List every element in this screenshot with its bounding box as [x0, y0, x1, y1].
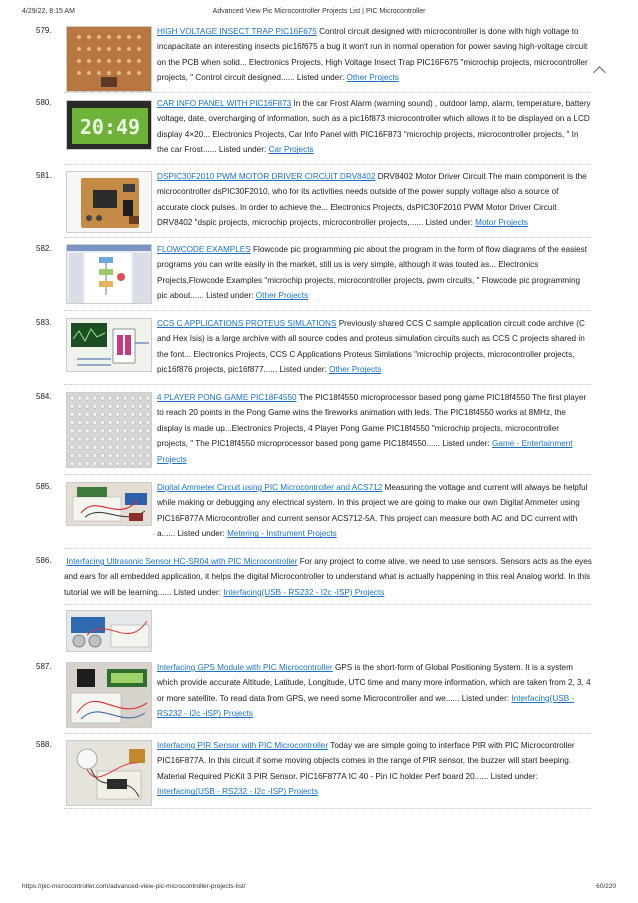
- item-description: Measuring the voltage and current will always be helpful while making or debugging any electrical system. In this project we are going to make our own Digital Ammeter using PIC16F877A Microcontroller and current sensor ACS712-5A. This project can measure both AC and DC current with a......: [157, 483, 588, 539]
- led-dot: [77, 404, 81, 408]
- led-dot: [131, 445, 135, 449]
- led-dot: [93, 404, 97, 408]
- led-dot: [146, 429, 150, 433]
- item-description: Today we are simple going to interface PIR with PIC Microcontroller PIC16F877A. In this circuit if some moving objects comes in the range of PIR sensor, the buzzer will start beeping. Material Required PicKit 3 PIR Sensor. PIC16F877A IC 40 - Pin IC holder Perf board 20......: [157, 741, 575, 781]
- led-dot: [85, 437, 89, 441]
- led-dot: [131, 429, 135, 433]
- item-text: [157, 316, 592, 378]
- led-dot: [100, 437, 104, 441]
- item-description: Previously shared CCS C sample application circuit code archive (C and Hex Isis) is a large archive with all source codes and proteus simulation circuits such as CCS C projects shared in the font... Electronics Projects, CCS C Applications Proteus Simlations "microchip projects, microcontroller projects, pic16f876 projects, pic16f877......: [157, 319, 585, 375]
- led-dot: [115, 404, 119, 408]
- led-dot: [123, 437, 127, 441]
- led-dot: [131, 396, 135, 400]
- divider: [64, 548, 592, 549]
- led-dot: [100, 404, 104, 408]
- item-description: Flowcode pic programming pic about the program in the form of flow diagrams of the easiest programs you can write easily in the market, still us is very simple, although it was touted as... Electronics Projects,Flowcode Examples "microchip projects, microcontroller projects, pwm circuits, " Flowcode pic programming pic about......: [157, 245, 588, 301]
- divider: [64, 310, 592, 311]
- led-dot: [138, 396, 142, 400]
- listed-under-label: Listed under:: [296, 73, 345, 83]
- led-dot: [138, 453, 142, 457]
- header-title: Advanced View Pic Microcontroller Projects List | PIC Microcontroller: [212, 8, 426, 15]
- footer-url: https://pic-microcontroller.com/advanced-view-pic-microcontroller-projects-list/: [22, 883, 246, 890]
- led-dot: [146, 420, 150, 424]
- listed-under-label: Listed under:: [461, 693, 510, 703]
- category-link[interactable]: Other Projects: [255, 291, 309, 301]
- thumbnail-image[interactable]: [66, 26, 152, 92]
- led-dot: [123, 404, 127, 408]
- led-dot: [77, 420, 81, 424]
- category-link[interactable]: Other Projects: [346, 73, 399, 83]
- item-text: [157, 242, 592, 304]
- led-dot: [108, 437, 112, 441]
- led-dot: [115, 445, 119, 449]
- item-description: GPS is the short-form of Global Positioning System. It is a system which provide accurate Altitude, Latitude, Longitude, UTC time and many more information, which are taken from 2, 3, 4 or more satellite. To read data from GPS, we need some Microcontroller and we......: [157, 663, 591, 703]
- item-title-link[interactable]: 4 PLAYER PONG GAME PIC18F4550: [157, 393, 297, 402]
- item-description: In the car Frost Alarm (warning sound) , outdoor lamp, alarm, temperature, battery voltage, date, overcharging of information, such as a pic16f873 microcontroller which allows it to be displayed on a LCD display 4×20... Electronics Projects, Car Info Panel with PIC16F873 "microchip projects, microcontroller projects, " In the car Frost......: [157, 99, 591, 155]
- led-dot: [146, 412, 150, 416]
- led-dot: [108, 412, 112, 416]
- lcd-readout: 20:49: [79, 115, 141, 139]
- led-dot: [131, 437, 135, 441]
- thumbnail-image[interactable]: [66, 610, 152, 652]
- listed-under-label: Listed under:: [218, 145, 267, 155]
- led-dot: [108, 461, 112, 465]
- listed-under-label: Listed under:: [206, 291, 254, 301]
- item-description: DRV8402 Motor Driver Circuit The main component is the microcontroller dsPIC30F2010, who for its activities needs outside of the power supply voltage also a source of accurate clock pulses. In order to achieve the... Electronics Projects, dsPIC30F2010 PWM Motor Driver Circuit DRV8402 "dspic projects, microchip projects, microcontroller projects,......: [157, 172, 587, 228]
- listed-under-label: Listed under:: [490, 771, 538, 781]
- led-dot: [123, 420, 127, 424]
- led-dot: [146, 404, 150, 408]
- led-dot: [131, 461, 135, 465]
- item-number: 586.: [36, 556, 52, 565]
- item-text: [157, 738, 592, 800]
- led-dot: [70, 453, 74, 457]
- led-dot: [85, 461, 89, 465]
- led-dot: [77, 445, 81, 449]
- led-dot: [93, 453, 97, 457]
- led-dot: [70, 429, 74, 433]
- item-description: The PIC18f4550 microprocessor based pong game PIC18f4550 The first player to reach 20 points in the Pong Game wins the fireworks animation with leds. The PIC18f4550 works at 8MHz, the display is made up...Electronics Projects, 4 Player Pong Game PIC18f4550 "microchip projects, microcontroller projects, " The PIC18f4550 microprocessor based pong game PIC18f4550......: [157, 393, 587, 449]
- led-dot: [123, 461, 127, 465]
- led-dot: [123, 412, 127, 416]
- led-dot: [115, 412, 119, 416]
- led-dot: [138, 437, 142, 441]
- led-dot: [123, 445, 127, 449]
- item-text: [157, 169, 592, 231]
- led-dot: [138, 420, 142, 424]
- item-text: [157, 480, 592, 542]
- category-link[interactable]: Other Projects: [329, 365, 382, 375]
- item-title-link[interactable]: CCS C APPLICATIONS PROTEUS SIMLATIONS: [157, 319, 337, 328]
- item-description: For any project to come alive, we need to use sensors. Sensors acts as the eyes and ears for all embedded application, it helps the digital Microcontroller to understand what is actually happening in this real Analog world. In this tutorial we will be learning......: [64, 557, 592, 597]
- item-title-link[interactable]: Digital Ammeter Circuit using PIC Microcontroller and ACS712: [157, 483, 383, 492]
- item-number: 580.: [36, 98, 52, 107]
- listed-under-label: Listed under:: [442, 439, 490, 449]
- led-dot: [70, 461, 74, 465]
- led-dot: [123, 453, 127, 457]
- led-dot: [146, 453, 150, 457]
- led-dot: [138, 429, 142, 433]
- led-dot: [85, 453, 89, 457]
- led-dot: [131, 420, 135, 424]
- divider: [64, 384, 592, 385]
- led-dot: [70, 396, 74, 400]
- led-dot: [131, 404, 135, 408]
- item-number: 587.: [36, 662, 52, 671]
- led-dot: [85, 429, 89, 433]
- led-dot: [108, 429, 112, 433]
- led-dot: [70, 437, 74, 441]
- item-number: 581.: [36, 171, 52, 180]
- divider: [64, 604, 592, 605]
- led-dot: [108, 404, 112, 408]
- item-description: Control circuit designed with microcontroller is done with high voltage to incapacitate an interesting insects pic16f675 a bug it won't run in normal operation for power saving high-voltage circuit on the PCB when solid... Electronics Projects, High Voltage Insect Trap PIC16F675 "microchip projects, microcontroller projects, " Control circuit designed......: [157, 27, 588, 83]
- item-text: [157, 390, 592, 467]
- item-title-link[interactable]: Interfacing GPS Module with PIC Microcontroller: [157, 663, 333, 672]
- category-link[interactable]: Game - Entertainment Projects: [157, 439, 573, 464]
- led-dot: [100, 396, 104, 400]
- led-dot: [108, 445, 112, 449]
- led-dot: [93, 445, 97, 449]
- led-dot: [70, 420, 74, 424]
- thumbnail-image[interactable]: [66, 482, 152, 526]
- category-link[interactable]: Motor Projects: [475, 218, 528, 228]
- led-dot: [138, 404, 142, 408]
- led-dot: [115, 437, 119, 441]
- item-title-link[interactable]: HIGH VOLTAGE INSECT TRAP PIC16F675: [157, 27, 317, 36]
- led-dot: [85, 412, 89, 416]
- item-number: 585.: [36, 482, 52, 491]
- led-dot: [123, 396, 127, 400]
- footer-page-number: 60/220: [596, 883, 616, 890]
- led-dot: [77, 412, 81, 416]
- led-dot: [123, 429, 127, 433]
- thumbnail-image[interactable]: [66, 171, 152, 233]
- header-date: 4/29/22, 8:15 AM: [22, 8, 75, 15]
- led-dot: [100, 429, 104, 433]
- led-dot: [93, 412, 97, 416]
- item-text: [157, 24, 592, 86]
- item-title-link[interactable]: CAR INFO PANEL WITH PIC16F873: [157, 99, 292, 108]
- divider: [64, 474, 592, 475]
- item-text: [157, 660, 592, 722]
- thumbnail-image[interactable]: [66, 662, 152, 728]
- item-number: 582.: [36, 244, 52, 253]
- led-dot: [70, 445, 74, 449]
- item-number: 583.: [36, 318, 52, 327]
- item-text: [157, 96, 592, 158]
- category-link[interactable]: Metering - Instrument Projects: [227, 529, 337, 539]
- divider: [64, 164, 592, 165]
- listed-under-label: Listed under:: [279, 365, 327, 375]
- led-dot: [146, 445, 150, 449]
- listed-under-label: Listed under:: [425, 218, 473, 228]
- led-dot: [93, 461, 97, 465]
- led-dot: [100, 461, 104, 465]
- led-dot: [115, 429, 119, 433]
- led-dot: [138, 412, 142, 416]
- divider: [64, 733, 592, 734]
- led-dot: [100, 420, 104, 424]
- item-title-link[interactable]: Interfacing PIR Sensor with PIC Microcontroller: [157, 741, 329, 750]
- thumbnail-image[interactable]: [66, 100, 152, 150]
- led-dot: [100, 412, 104, 416]
- scroll-up-icon[interactable]: [593, 66, 606, 79]
- listed-under-label: Listed under:: [177, 529, 225, 539]
- led-dot: [93, 396, 97, 400]
- led-dot: [70, 412, 74, 416]
- item-text: [64, 554, 592, 600]
- led-dot: [77, 437, 81, 441]
- category-link[interactable]: Interfacing(USB - RS232 - I2c -ISP) Projects: [157, 693, 575, 719]
- led-dot: [77, 396, 81, 400]
- led-dot: [100, 445, 104, 449]
- led-dot: [77, 429, 81, 433]
- thumbnail-image[interactable]: [66, 740, 152, 806]
- led-dot: [131, 453, 135, 457]
- thumbnail-image[interactable]: [66, 318, 152, 372]
- item-title-link[interactable]: DSPIC30F2010 PWM MOTOR DRIVER CIRCUIT DRV8402: [157, 172, 376, 181]
- led-dot: [85, 445, 89, 449]
- led-dot: [70, 404, 74, 408]
- item-title-link[interactable]: FLOWCODE EXAMPLES: [157, 245, 251, 254]
- led-dot: [108, 396, 112, 400]
- led-dot: [77, 453, 81, 457]
- led-dot: [77, 461, 81, 465]
- led-dot: [108, 453, 112, 457]
- led-dot: [146, 396, 150, 400]
- led-dot: [138, 445, 142, 449]
- led-dot: [85, 396, 89, 400]
- divider: [64, 92, 592, 93]
- item-number: 584.: [36, 392, 52, 401]
- item-title-link[interactable]: Interfacing Ultrasonic Sensor HC-SR04 with PIC Microcontroller: [66, 557, 298, 566]
- led-dot: [93, 429, 97, 433]
- thumbnail-image[interactable]: [66, 244, 152, 304]
- category-link[interactable]: Interfacing(USB - RS232 - I2c -ISP) Projects: [157, 787, 319, 797]
- item-number: 588.: [36, 740, 52, 749]
- listed-under-label: Listed under:: [173, 587, 222, 597]
- led-dot: [115, 420, 119, 424]
- led-dot: [131, 412, 135, 416]
- divider: [64, 808, 592, 809]
- led-dot: [100, 453, 104, 457]
- item-number: 579.: [36, 26, 52, 35]
- led-dot: [146, 437, 150, 441]
- led-dot: [138, 461, 142, 465]
- led-dot: [115, 453, 119, 457]
- divider: [64, 237, 592, 238]
- led-dot: [115, 461, 119, 465]
- category-link[interactable]: Car Projects: [268, 145, 314, 155]
- category-link[interactable]: Interfacing(USB - RS232 - I2c -ISP) Projects: [223, 587, 385, 597]
- led-dot: [93, 437, 97, 441]
- led-dot: [93, 420, 97, 424]
- led-dot: [85, 404, 89, 408]
- led-dot: [85, 420, 89, 424]
- led-dot: [108, 420, 112, 424]
- led-dot: [115, 396, 119, 400]
- thumbnail-image[interactable]: [66, 392, 152, 468]
- led-dot: [146, 461, 150, 465]
